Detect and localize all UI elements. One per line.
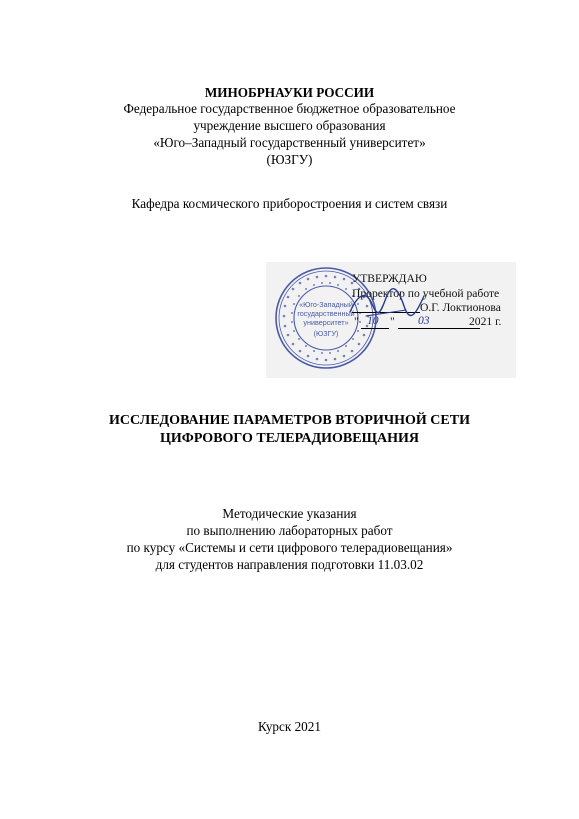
city-year: Курск 2021 (258, 719, 321, 734)
description-line-1: Методические указания (222, 506, 357, 521)
date-quote-open: " (354, 315, 359, 328)
date-month-underline (398, 328, 480, 329)
date-quote-close: " (390, 315, 395, 328)
document-title-line-2: ЦИФРОВОГО ТЕЛЕРАДИОВЕЩАНИЯ (160, 431, 419, 446)
institution-line-4: (ЮЗГУ) (266, 152, 313, 167)
seal-text-line-1: «Юго-Западный (299, 300, 353, 309)
approval-position: Проректор по учебной работе (352, 287, 500, 300)
department-name: Кафедра космического приборостроения и систем связи (131, 196, 448, 211)
document-title-line-1: ИССЛЕДОВАНИЕ ПАРАМЕТРОВ ВТОРИЧНОЙ СЕТИ (109, 413, 470, 428)
approver-name: О.Г. Локтионова (420, 301, 501, 314)
institution-line-2: учреждение высшего образования (193, 118, 386, 133)
description-line-3: по курсу «Системы и сети цифрового телерадиовещания» (126, 540, 453, 555)
institution-line-3: «Юго–Западный государственный университет» (153, 135, 426, 150)
date-day: 10 (367, 314, 379, 327)
seal-text-line-4: (ЮЗГУ) (313, 329, 339, 338)
date-year: 2021 г. (469, 315, 502, 328)
description-line-2: по выполнению лабораторных работ (186, 523, 393, 538)
approval-block (266, 262, 516, 378)
seal-text-line-3: университет» (303, 318, 349, 327)
institution-line-1: Федеральное государственное бюджетное образовательное (123, 101, 456, 116)
date-day-underline (361, 328, 389, 329)
ministry-name: МИНОБРНАУКИ РОССИИ (204, 85, 375, 100)
approval-heading: УТВЕРЖДАЮ (352, 272, 427, 285)
description-line-4: для студентов направления подготовки 11.03.02 (155, 557, 424, 572)
seal-text-line-2: государственный (297, 309, 355, 318)
date-month: 03 (418, 314, 430, 327)
